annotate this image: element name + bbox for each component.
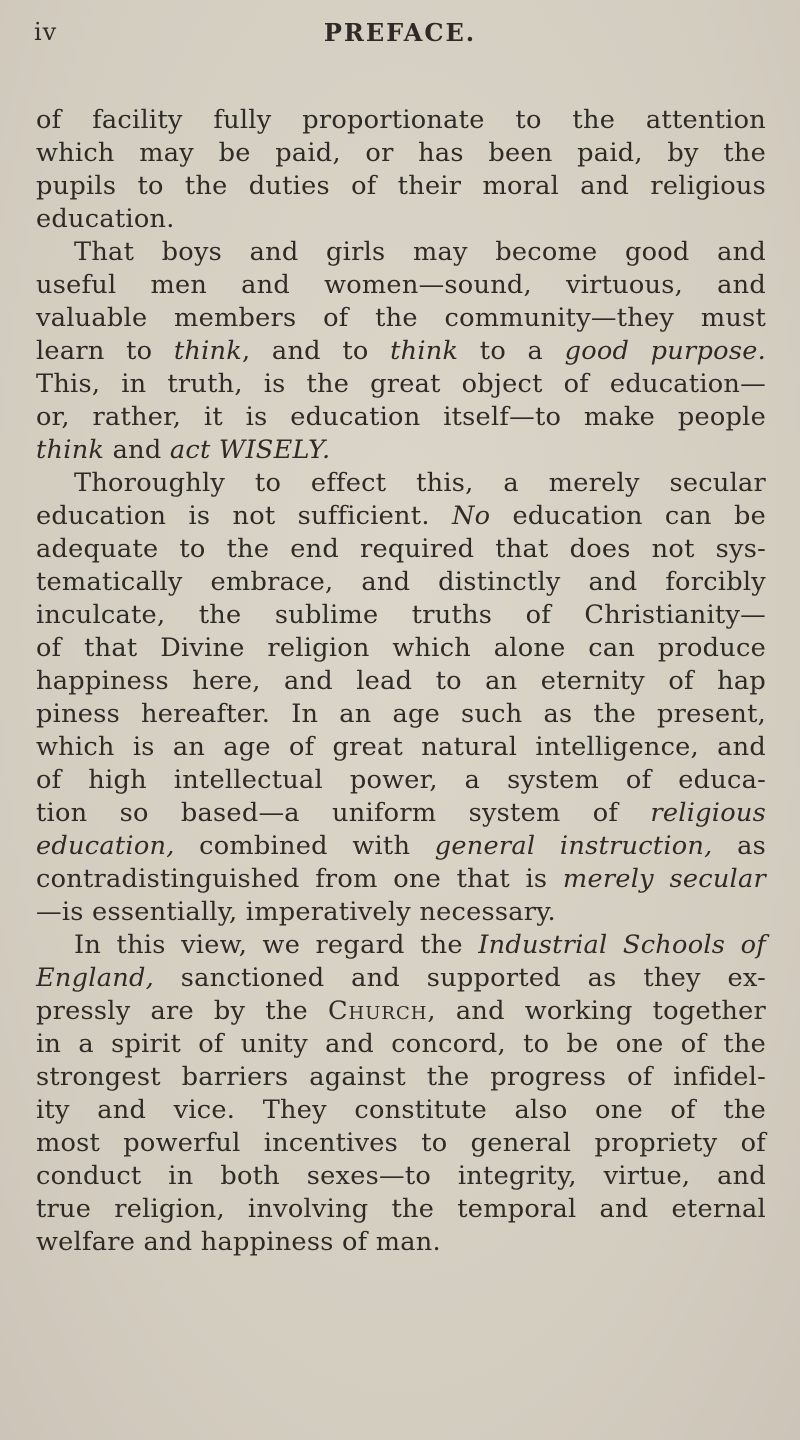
text-line	[36, 665, 766, 698]
text-line	[36, 863, 766, 896]
page-number: iv	[34, 18, 58, 46]
text-line	[36, 137, 766, 170]
italic-text: think	[36, 435, 105, 465]
text-span: education.	[36, 204, 175, 234]
italic-text: Industrial Schools of	[478, 930, 766, 960]
page-header	[34, 18, 766, 58]
text-span: piness hereafter. In an age such as the present,	[36, 699, 766, 729]
text-line	[36, 731, 766, 764]
text-line	[36, 236, 766, 269]
text-line	[36, 335, 766, 368]
text-line	[36, 929, 766, 962]
text-line	[36, 764, 766, 797]
text-line	[36, 797, 766, 830]
text-line	[36, 302, 766, 335]
text-span: to a	[458, 336, 565, 366]
text-line	[36, 500, 766, 533]
text-line	[36, 1094, 766, 1127]
text-span: , and to	[242, 336, 391, 366]
text-line	[36, 632, 766, 665]
text-span: in a spirit of unity and concord, to be one of the	[36, 1029, 766, 1059]
italic-text: general instruction,	[434, 831, 713, 861]
text-span: sanctioned and supported as they ex-	[154, 963, 766, 993]
text-span: pressly are by the	[36, 996, 328, 1026]
text-span: ity and vice. They constitute also one of the	[36, 1095, 766, 1125]
text-line	[36, 401, 766, 434]
text-line	[36, 896, 766, 929]
text-line	[36, 170, 766, 203]
small-caps-text: Church	[327, 996, 428, 1026]
text-span: learn to	[36, 336, 174, 366]
text-line	[36, 995, 766, 1028]
text-span: That boys and girls may become good and	[74, 237, 766, 267]
text-line	[36, 962, 766, 995]
italic-text: merely secular	[562, 864, 766, 894]
text-line	[36, 269, 766, 302]
italic-text: good purpose.	[564, 336, 766, 366]
text-line	[36, 1127, 766, 1160]
italic-text: education,	[36, 831, 175, 861]
text-span: Thoroughly to effect this, a merely secular	[74, 468, 766, 498]
italic-text: England,	[36, 963, 154, 993]
text-span: strongest barriers against the progress of infidel-	[36, 1062, 766, 1092]
text-span: tion so based—a uniform system of	[36, 798, 651, 828]
text-span: pupils to the duties of their moral and religious	[36, 171, 766, 201]
italic-text: think	[173, 336, 243, 366]
text-span: combined with	[174, 831, 435, 861]
text-span: —is essentially, imperatively necessary.	[36, 897, 556, 927]
text-span: adequate to the end required that does not sys-	[36, 534, 766, 564]
text-span: education can be	[490, 501, 766, 531]
italic-text: act	[169, 435, 211, 465]
text-span: of that Divine religion which alone can produce	[36, 633, 766, 663]
text-line	[36, 434, 766, 467]
italic-text: religious	[650, 798, 766, 828]
text-line	[36, 830, 766, 863]
preface-text	[36, 104, 766, 1259]
text-line	[36, 368, 766, 401]
text-span: inculcate, the sublime truths of Christianity—	[36, 600, 766, 630]
text-span: welfare and happiness of man.	[36, 1227, 441, 1257]
italic-text: WISELY.	[218, 435, 331, 465]
text-line	[36, 1160, 766, 1193]
text-span: conduct in both sexes—to integrity, virtue, and	[36, 1161, 766, 1191]
text-span: which is an age of great natural intelligence, and	[36, 732, 766, 762]
text-line	[36, 533, 766, 566]
text-line	[36, 1061, 766, 1094]
text-line	[36, 104, 766, 137]
text-line	[36, 1193, 766, 1226]
text-span: education is not sufficient.	[36, 501, 452, 531]
italic-text: No	[451, 501, 491, 531]
text-span: tematically embrace, and distinctly and forcibly	[36, 567, 766, 597]
text-span: happiness here, and lead to an eternity of hap	[36, 666, 766, 696]
text-span: or, rather, it is education itself—to make people	[36, 402, 766, 432]
text-span: most powerful incentives to general propriety of	[36, 1128, 766, 1158]
text-span: and	[104, 435, 170, 465]
text-line	[36, 1226, 766, 1259]
text-span: of high intellectual power, a system of educa-	[36, 765, 766, 795]
text-span: valuable members of the community—they must	[36, 303, 766, 333]
text-span: , and working together	[427, 996, 766, 1026]
text-span: true religion, involving the temporal and eternal	[36, 1194, 766, 1224]
text-line	[36, 1028, 766, 1061]
text-span: as	[712, 831, 766, 861]
text-span: In this view, we regard the	[74, 930, 479, 960]
running-head: PREFACE.	[323, 18, 477, 47]
text-line	[36, 599, 766, 632]
text-span	[211, 435, 219, 465]
italic-text: think	[390, 336, 459, 366]
text-line	[36, 566, 766, 599]
text-span: which may be paid, or has been paid, by the	[36, 138, 766, 168]
text-line	[36, 203, 766, 236]
text-span: of facility fully proportionate to the attention	[36, 105, 766, 135]
text-line	[36, 698, 766, 731]
text-span: This, in truth, is the great object of education—	[36, 369, 766, 399]
text-span: useful men and women—sound, virtuous, and	[36, 270, 766, 300]
text-line	[36, 467, 766, 500]
text-span: contradistinguished from one that is	[36, 864, 563, 894]
